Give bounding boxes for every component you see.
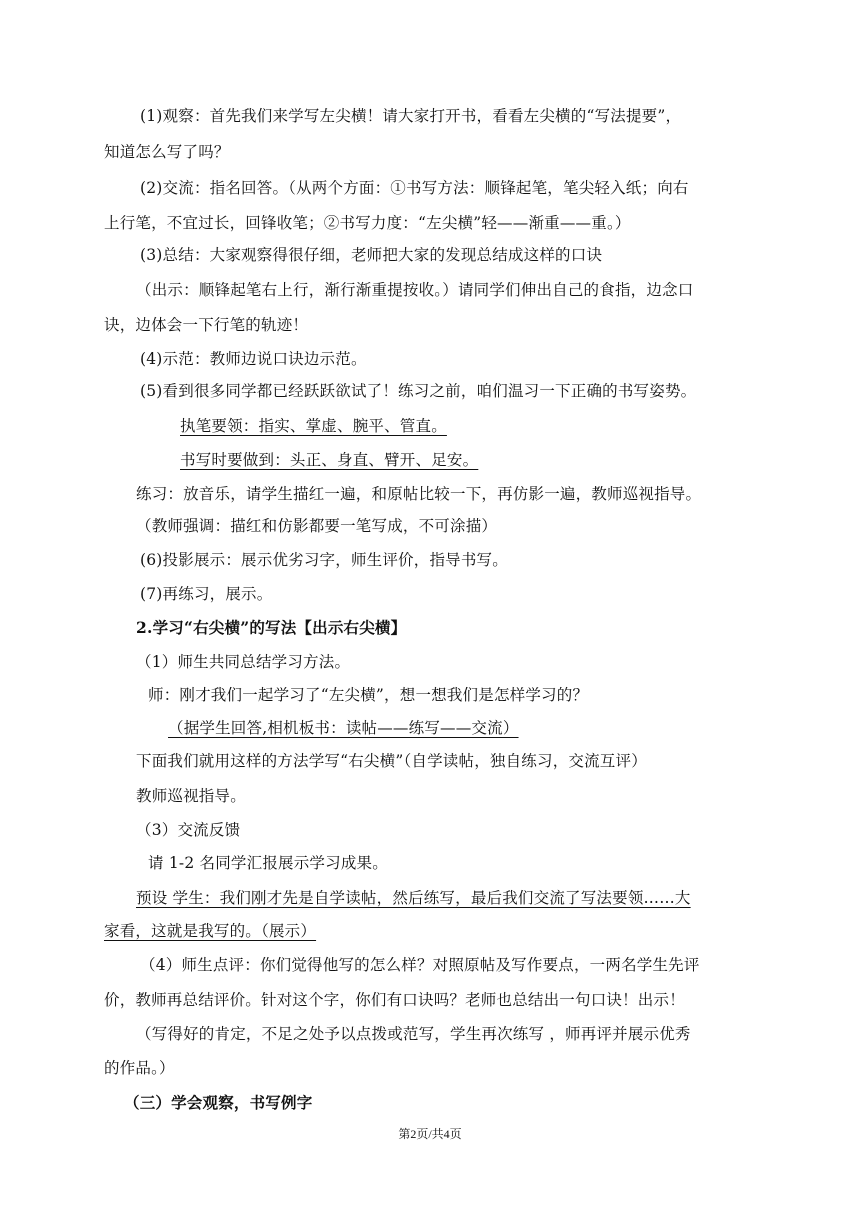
text-line: (3)总结：大家观察得很仔细，老师把大家的发现总结成这样的口诀: [140, 246, 603, 264]
text-line: 诀，边体会一下行笔的轨迹！: [104, 316, 309, 334]
text-line: 请 1-2 名同学汇报展示学习成果。: [148, 854, 388, 872]
text-line: （出示：顺锋起笔右上行，渐行渐重提按收。）请同学们伸出自己的食指，边念口: [136, 281, 694, 299]
text-line: （3）交流反馈: [136, 821, 241, 839]
underlined-text-line: 预设 学生：我们刚才先是自学读帖，然后练写，最后我们交流了写法要领……大: [136, 889, 691, 907]
section-heading: （三）学会观察，书写例字: [124, 1093, 313, 1112]
text-line: (5)看到很多同学都已经跃跃欲试了！练习之前，咱们温习一下正确的书写姿势。: [140, 382, 697, 400]
underlined-text-line: 书写时要做到：头正、身直、臂开、足安。: [180, 451, 479, 469]
text-line: (2)交流：指名回答。（从两个方面：①书写方法：顺锋起笔，笔尖轻入纸；向右: [140, 179, 689, 197]
underlined-text-line: （据学生回答,相机板书：读帖——练写——交流）: [168, 719, 519, 737]
text-line: （教师强调：描红和仿影都要一笔写成，不可涂描）: [136, 517, 498, 535]
text-line: 价，教师再总结评价。针对这个字，你们有口诀吗？老师也总结出一句口诀！出示！: [104, 991, 685, 1009]
text-line: (6)投影展示：展示优劣习字，师生评价，指导书写。: [140, 551, 508, 569]
text-line: (7)再练习，展示。: [140, 585, 273, 603]
text-line: (1)观察：首先我们来学写左尖横！请大家打开书，看看左尖横的“写法提要”，: [140, 107, 682, 125]
underlined-text-line: 执笔要领：指实、掌虚、腕平、管直。: [180, 417, 447, 435]
text-line: （1）师生共同总结学习方法。: [136, 653, 351, 671]
text-line: 的作品。）: [104, 1059, 175, 1077]
text-line: 知道怎么写了吗？: [104, 143, 230, 161]
text-line: （4）师生点评：你们觉得他写的怎么样？对照原帖及写作要点，一两名学生先评: [140, 956, 700, 974]
text-line: 上行笔，不宜过长，回锋收笔；②书写力度：“左尖横”轻——渐重——重。）: [104, 214, 631, 232]
section-heading: 2.学习“右尖横”的写法【出示右尖横】: [136, 618, 407, 637]
page-number-footer: 第2页/共4页: [398, 1127, 462, 1141]
text-line: 师：刚才我们一起学习了“左尖横”，想一想我们是怎样学习的？: [148, 686, 589, 704]
text-line: (4)示范：教师边说口诀边示范。: [140, 350, 367, 368]
text-line: （写得好的肯定，不足之处予以点拨或范写，学生再次练写 ，师再评并展示优秀: [136, 1025, 691, 1043]
text-line: 教师巡视指导。: [136, 787, 246, 805]
text-line: 下面我们就用这样的方法学写“右尖横”（自学读帖，独自练习，交流互评）: [136, 752, 647, 770]
text-line: 练习：放音乐，请学生描红一遍，和原帖比较一下，再仿影一遍，教师巡视指导。: [136, 485, 702, 503]
underlined-text-line: 家看，这就是我写的。（展示）: [104, 922, 317, 940]
